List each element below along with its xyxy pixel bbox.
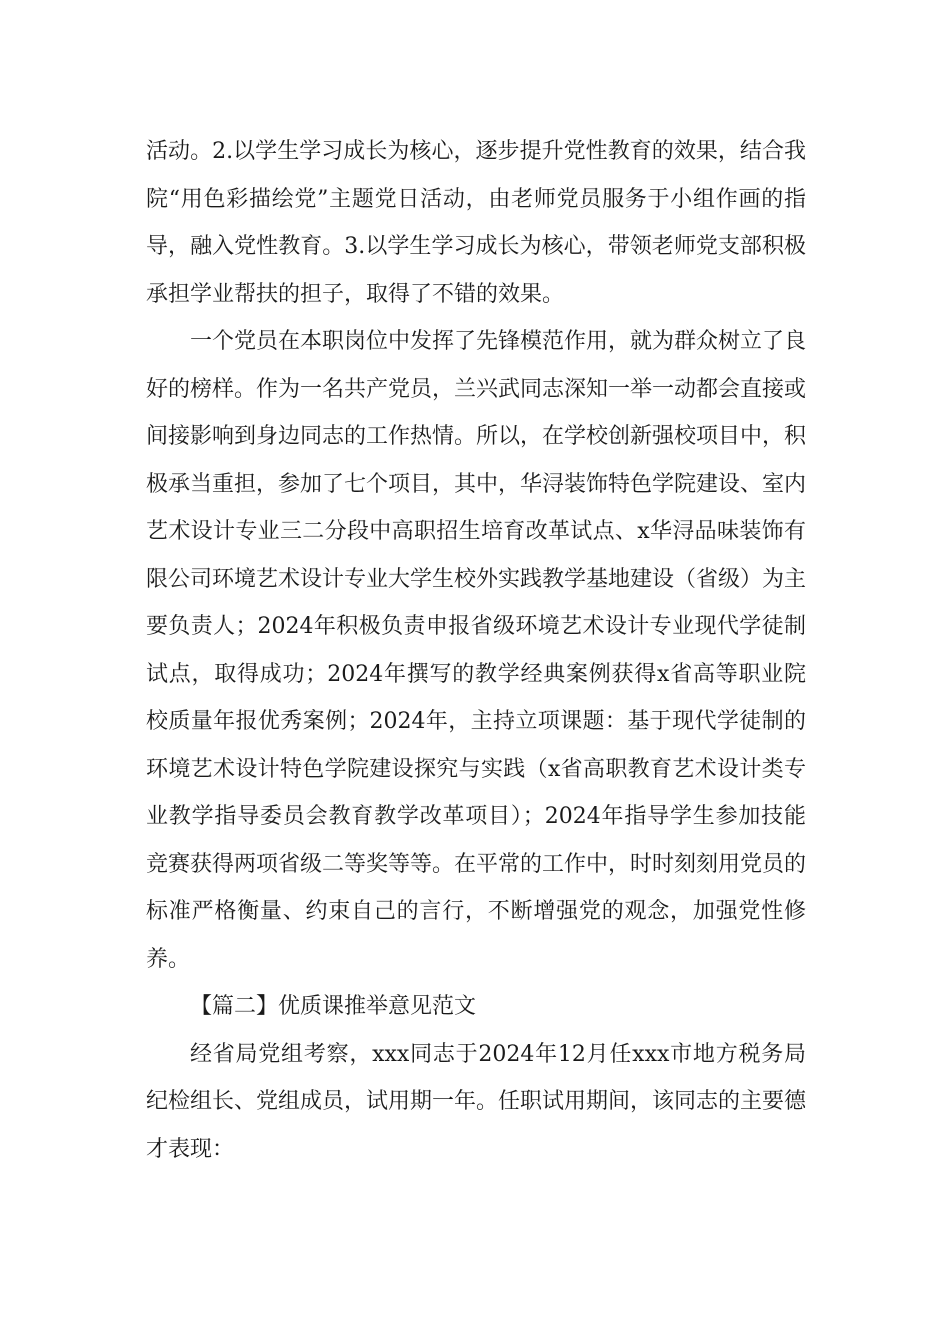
paragraph-evaluation-intro: 经省局党组考察，xxx同志于2024年12月任xxx市地方税务局纪检组长、党组成员，试用期一年。任职试用期间，该同志的主要德才表现： bbox=[146, 1041, 807, 1162]
paragraph-continuation: 活动。2.以学生学习成长为核心，逐步提升党性教育的效果，结合我院“用色彩描绘党”主题党日活动，由老师党员服务于小组作画的指导，融入党性教育。3.以学生学习成长为核心，带领老师党支部积极承担学业帮扶的担子，取得了不错的效果。 bbox=[146, 139, 806, 307]
section-heading: 【篇二】优质课推举意见范文 bbox=[190, 994, 477, 1019]
document-body bbox=[146, 128, 806, 1173]
paragraph-party-member-role: 一个党员在本职岗位中发挥了先锋模范作用，就为群众树立了良好的榜样。作为一名共产党员，兰兴武同志深知一举一动都会直接或间接影响到身边同志的工作热情。所以，在学校创新强校项目中，积极承当重担，参加了七个项目，其中，华浔装饰特色学院建设、室内艺术设计专业三二分段中高职招生培育改革试点、x华浔品味装饰有限公司环境艺术设计专业大学生校外实践教学基地建设（省级）为主要负责人；2024年积极负责申报省级环境艺术设计专业现代学徒制试点，取得成功；2024年撰写的教学经典案例获得x省高等职业院校质量年报优秀案例；2024年，主持立项课题：基于现代学徒制的环境艺术设计特色学院建设探究与实践（x省高职教育艺术设计类专业教学指导委员会教育教学改革项目）；2024年指导学生参加技能竞赛获得两项省级二等奖等等。在平常的工作中，时时刻刻用党员的标准严格衡量、约束自己的言行，不断增强党的观念，加强党性修养。 bbox=[146, 329, 807, 972]
